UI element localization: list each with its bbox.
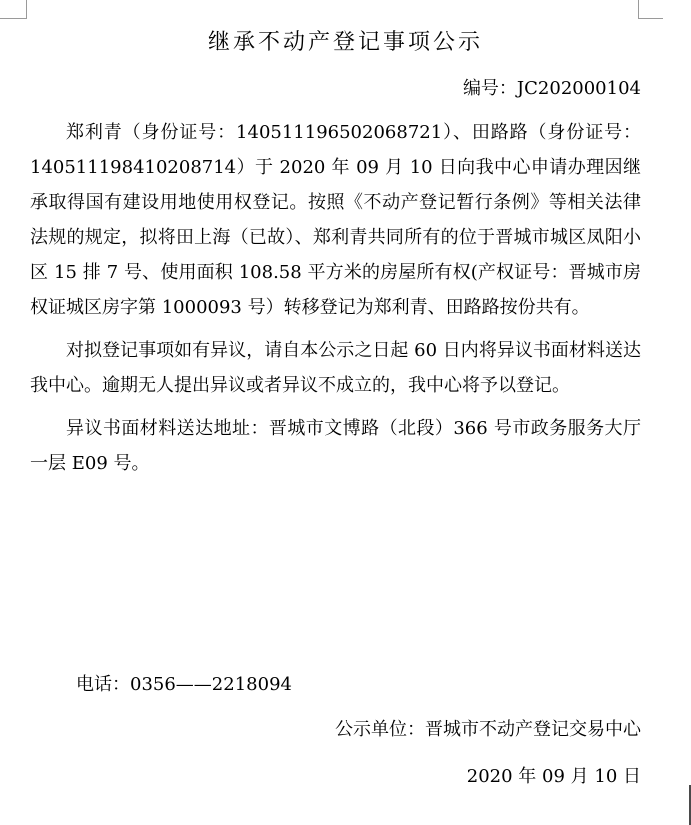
document-body <box>30 115 641 481</box>
issue-date: 2020 年 09 月 10 日 <box>466 766 641 787</box>
document-serial-number: 编号：JC202000104 <box>462 78 641 99</box>
page-corner-mark-top-left <box>0 0 27 19</box>
contact-phone: 电话：0356——2218094 <box>76 674 292 695</box>
paragraph-objection-notice: 对拟登记事项如有异议，请自本公示之日起 60 日内将异议书面材料送达我中心。逾期无人提出异议或者异议不成立的，我中心将予以登记。 <box>30 340 641 396</box>
paragraph-applicants: 郑利青（身份证号：140511196502068721）、田路路（身份证号：140511198410208714）于 2020 年 09 月 10 日向我中心申请办理因继承取得国有建设用地使用权登记。按照《不动产登记暂行条例》等相关法律法规的规定，拟将田上海（已故）、郑利青共同所有的位于晋城市城区凤阳小区 15 排 7 号、使用面积 108.58 平方米的房屋所有权(产权证号：晋城市房权证城区房字第 1000093 号）转移登记为郑利青、田路路按份共有。 <box>30 122 641 318</box>
document-title: 继承不动产登记事项公示 <box>207 30 483 55</box>
page-corner-mark-top-right <box>638 0 663 19</box>
paragraph-objection-address: 异议书面材料送达地址：晋城市文博路（北段）366 号市政务服务大厅一层 E09 号。 <box>30 418 641 474</box>
issuing-unit: 公示单位：晋城市不动产登记交易中心 <box>335 719 641 740</box>
